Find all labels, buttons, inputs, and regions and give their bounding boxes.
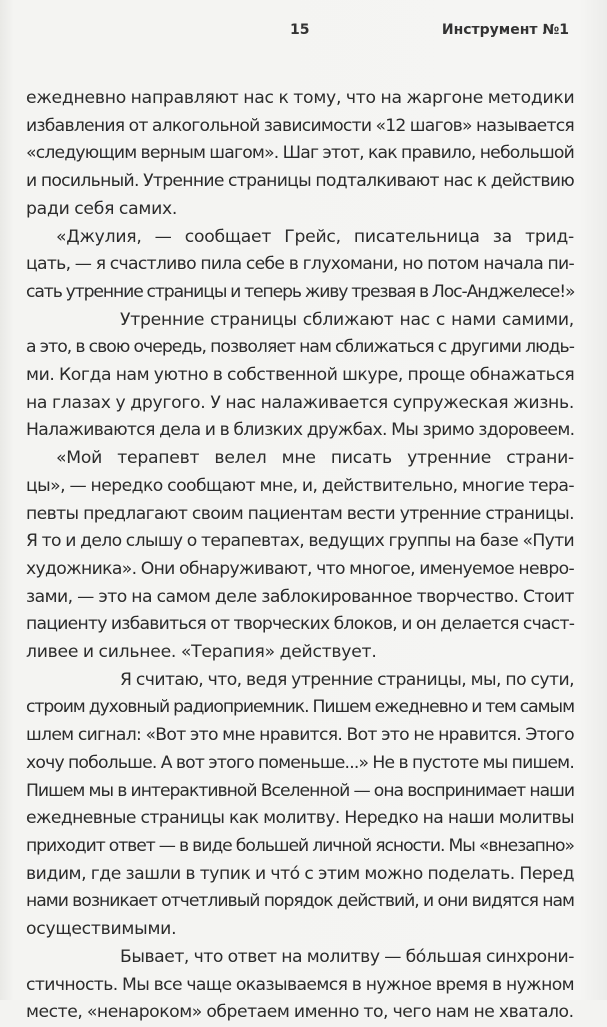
text-line: месте, «ненароком» обретаем именно то, чего нам не хватало.	[26, 1002, 574, 1023]
text-line: зами, — это на самом деле заблокированное творчество. Стоит	[26, 586, 574, 607]
paragraph-1	[26, 85, 574, 224]
running-header	[0, 22, 607, 42]
text-line: сать утренние страницы и теперь живу трезвая в Лос-Анджелесе!»	[26, 281, 575, 302]
paragraph-6	[26, 944, 574, 1027]
text-line: цать, — я счастливо пила себе в глухомани, но потом начала пи-	[26, 254, 574, 275]
text-line: пациенту избавиться от творческих блоков, и он делается счаст-	[26, 614, 575, 635]
text-line: ежедневно направляют нас к тому, что на жаргоне методики	[26, 88, 575, 108]
text-line: Налаживаются дела и в близких дружбах. Мы зримо здоровеем.	[26, 420, 575, 441]
paragraph-5	[26, 667, 574, 944]
text-line: Пишем мы в интерактивной Вселенной — она воспринимает наши	[26, 780, 574, 801]
text-line: певты предлагают своим пациентам вести утренние страницы.	[26, 503, 574, 524]
text-line: стичность. Мы все чаще оказываемся в нужное время в нужном	[26, 974, 574, 995]
text-line: Я то и дело слышу о терапевтах, ведущих группы на базе «Пути	[26, 531, 574, 552]
text-line: строим духовный радиоприемник. Пишем ежедневно и тем самым	[26, 697, 574, 718]
text-line: художника». Они обнаруживают, что многое, именуемое невро-	[26, 558, 575, 579]
text-line: ради себя самих.	[26, 198, 178, 219]
text-line: ежедневные страницы как молитву. Нередко на наши молитвы	[26, 808, 574, 829]
text-line: нами возникает отчетливый порядок действий, и они видятся нам	[26, 891, 574, 912]
text-line: Бывает, что ответ на молитву — бо́льшая синхрони-	[120, 946, 574, 967]
paragraph-3	[26, 307, 574, 446]
page-number: 15	[290, 22, 310, 38]
text-line: хочу побольше. А вот этого поменьше...» Не в пустоте мы пишем.	[26, 752, 574, 773]
body-text	[26, 85, 574, 1027]
text-line: и посильный. Утренние страницы подталкивают нас к действию	[26, 171, 574, 192]
text-line: шлем сигнал: «Вот это мне нравится. Вот это не нравится. Этого	[26, 725, 574, 746]
text-line: избавления от алкогольной зависимости «12 шагов» называется	[26, 115, 574, 136]
text-line: Утренние страницы сближают нас с нами самими,	[120, 309, 574, 330]
text-line: Я считаю, что, ведя утренние страницы, мы, по сути,	[120, 669, 574, 690]
text-line: «Джулия, — сообщает Грейс, писательница за трид-	[56, 226, 574, 247]
text-line: «Мой терапевт велел мне писать утренние страни-	[56, 448, 574, 469]
text-line: ми. Когда нам уютно в собственной шкуре, проще обнажаться	[26, 365, 575, 386]
paragraph-2	[26, 224, 574, 307]
text-line: приходит ответ — в виде большей личной ясности. Мы «внезапно»	[26, 835, 574, 856]
paragraph-4	[26, 445, 574, 667]
text-line: на глазах у другого. У нас налаживается супружеская жизнь.	[26, 392, 574, 413]
running-title: Инструмент №1	[441, 22, 569, 38]
text-line: ливее и сильнее. «Терапия» действует.	[26, 642, 377, 663]
text-line: осуществимыми.	[26, 919, 177, 940]
text-line: а это, в свою очередь, позволяет нам сближаться с другими людь-	[26, 337, 574, 358]
text-line: «следующим верным шагом». Шаг этот, как правило, небольшой	[26, 143, 574, 164]
text-line: видим, где зашли в тупик и что́ с этим можно поделать. Перед	[26, 863, 574, 884]
text-line: цы», — нередко сообщают мне, и, действительно, многие тера-	[26, 475, 574, 496]
